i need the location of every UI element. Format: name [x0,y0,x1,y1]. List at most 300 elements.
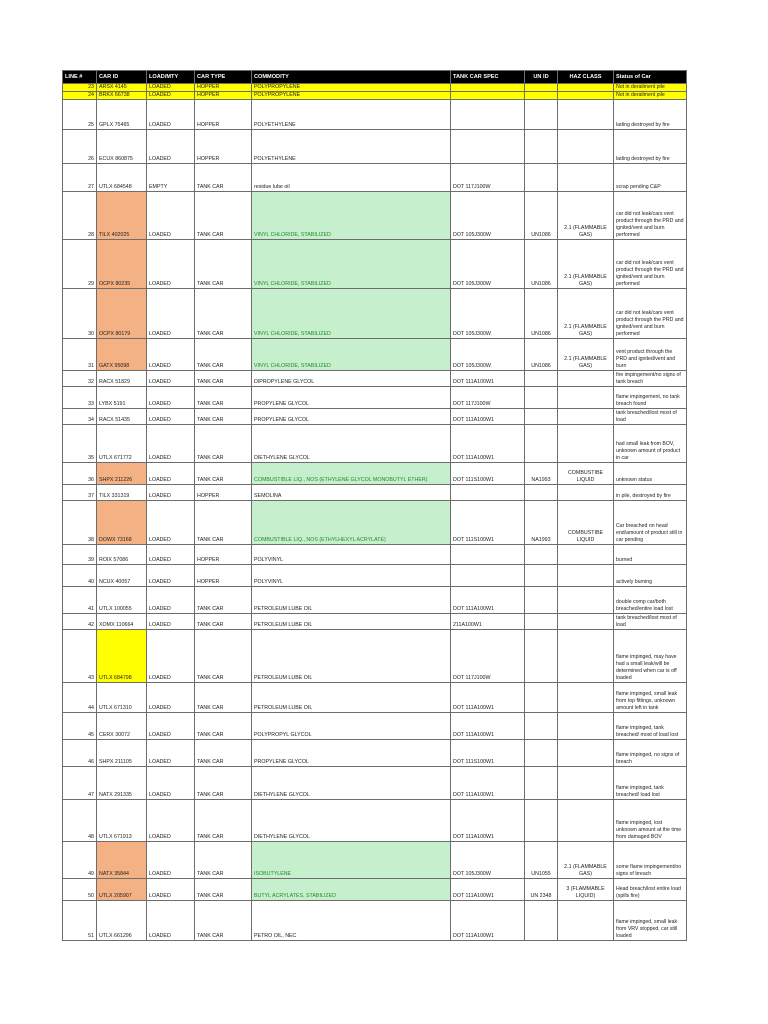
load-cell: LOADED [147,565,195,587]
table-row [63,485,687,501]
commodity-cell: DIETHYLENE GLYCOL [252,425,451,463]
car-type-cell: TANK CAR [195,387,252,409]
car-id-cell: NCUX 40057 [97,565,147,587]
car-id-cell: SHPX 211226 [97,463,147,485]
load-cell: LOADED [147,240,195,289]
haz-cell [558,683,614,713]
load-cell: LOADED [147,192,195,240]
table-row [63,614,687,630]
un-cell [525,100,558,130]
commodity-cell: residue lube oil [252,164,451,192]
un-cell: NA1993 [525,501,558,545]
car-id-cell: ECUX 860875 [97,130,147,164]
table-row [63,901,687,941]
status-cell: tank breached/lost most of load [614,614,687,630]
spec-cell [451,565,525,587]
car-type-cell: TANK CAR [195,713,252,740]
haz-cell [558,371,614,387]
table-row [63,425,687,463]
car-type-cell: TANK CAR [195,901,252,941]
line-cell: 45 [63,713,97,740]
commodity-cell: VINYL CHLORIDE, STABILIZED [252,240,451,289]
table-row [63,339,687,371]
line-cell: 34 [63,409,97,425]
car-type-cell: TANK CAR [195,192,252,240]
load-cell: LOADED [147,485,195,501]
haz-cell [558,740,614,767]
line-cell: 28 [63,192,97,240]
haz-cell [558,767,614,800]
load-cell: LOADED [147,130,195,164]
table-row [63,767,687,800]
load-cell: LOADED [147,289,195,339]
header-row [63,71,687,84]
haz-cell [558,84,614,92]
haz-cell [558,130,614,164]
load-cell: LOADED [147,630,195,683]
car-type-cell: HOPPER [195,485,252,501]
status-cell: lading destroyed by fire [614,100,687,130]
col-header-commodity: COMMODITY [252,71,451,84]
table-row [63,501,687,545]
commodity-cell: PROPYLENE GLYCOL [252,740,451,767]
haz-cell [558,614,614,630]
un-cell: UN1086 [525,339,558,371]
status-cell: lading destroyed by fire [614,130,687,164]
table-row [63,842,687,879]
car-type-cell: TANK CAR [195,339,252,371]
table-row [63,463,687,485]
load-cell: LOADED [147,371,195,387]
car-type-cell: TANK CAR [195,501,252,545]
spec-cell: DOT 105J300W [451,842,525,879]
spec-cell [451,130,525,164]
un-cell [525,614,558,630]
commodity-cell: VINYL CHLORIDE, STABILIZED [252,192,451,240]
car-type-cell: TANK CAR [195,879,252,901]
spec-cell: DOT 111A100W1 [451,800,525,842]
car-id-cell: TILX 402025 [97,192,147,240]
line-cell: 30 [63,289,97,339]
table-row [63,289,687,339]
commodity-cell: PETROLEUM LUBE OIL [252,614,451,630]
load-cell: LOADED [147,425,195,463]
car-type-cell: HOPPER [195,565,252,587]
car-type-cell: TANK CAR [195,289,252,339]
haz-cell [558,901,614,941]
commodity-cell: POLYVINYL [252,545,451,565]
status-cell: in pile, destroyed by fire [614,485,687,501]
car-id-cell: DOWX 73168 [97,501,147,545]
load-cell: LOADED [147,84,195,92]
line-cell: 39 [63,545,97,565]
line-cell: 33 [63,387,97,409]
un-cell [525,800,558,842]
line-cell: 35 [63,425,97,463]
status-cell: Not in derailment pile [614,84,687,92]
spec-cell: DOT 111A100W1 [451,713,525,740]
line-cell: 26 [63,130,97,164]
car-type-cell: HOPPER [195,84,252,92]
table-row [63,100,687,130]
car-type-cell: TANK CAR [195,614,252,630]
line-cell: 50 [63,879,97,901]
commodity-cell: POLYETHYLENE [252,100,451,130]
line-cell: 38 [63,501,97,545]
status-cell: car did not leak/cars vent product through the PRD and ignited/vent and burn performed [614,192,687,240]
commodity-cell: PROPYLENE GLYCOL [252,409,451,425]
load-cell: LOADED [147,614,195,630]
line-cell: 44 [63,683,97,713]
car-type-cell: HOPPER [195,100,252,130]
commodity-cell: COMBUSTIBLE LIQ., NOS (ETHYLHEXYL ACRYLATE) [252,501,451,545]
haz-cell [558,387,614,409]
load-cell: LOADED [147,800,195,842]
haz-cell [558,409,614,425]
un-cell [525,409,558,425]
un-cell [525,425,558,463]
line-cell: 27 [63,164,97,192]
status-cell: tank breached/lost most of load [614,409,687,425]
commodity-cell: DIETHYLENE GLYCOL [252,800,451,842]
col-header-line: LINE # [63,71,97,84]
status-cell: flame impinged, tank breached/ load lost [614,767,687,800]
commodity-cell: POLYPROPYLENE [252,92,451,100]
car-type-cell: TANK CAR [195,740,252,767]
haz-cell [558,100,614,130]
car-id-cell: LYBX 5191 [97,387,147,409]
un-cell [525,545,558,565]
haz-cell: 2.1 (FLAMMABLE GAS) [558,192,614,240]
load-cell: LOADED [147,842,195,879]
table-row [63,740,687,767]
un-cell [525,565,558,587]
line-cell: 40 [63,565,97,587]
status-cell: flame impinged, small leak from top fittings, unknown amount left in tank [614,683,687,713]
car-id-cell: UTLX 671772 [97,425,147,463]
line-cell: 46 [63,740,97,767]
spec-cell: DOT 111A100W1 [451,425,525,463]
car-type-cell: TANK CAR [195,800,252,842]
status-cell: vent product through the PRD and ignited/vent and burn [614,339,687,371]
load-cell: LOADED [147,683,195,713]
haz-cell: 2.1 (FLAMMABLE GAS) [558,289,614,339]
haz-cell: COMBUSTIBE LIQUID [558,463,614,485]
car-id-cell: ROIX 57086 [97,545,147,565]
un-cell [525,587,558,614]
load-cell: LOADED [147,879,195,901]
table-row [63,800,687,842]
un-cell [525,767,558,800]
car-id-cell: UTLX 684798 [97,630,147,683]
table-row [63,565,687,587]
un-cell: UN1086 [525,289,558,339]
spec-cell: DOT 105J300W [451,192,525,240]
spec-cell: DOT 117J100W [451,630,525,683]
spec-cell [451,84,525,92]
haz-cell: 2.1 (FLAMMABLE GAS) [558,842,614,879]
line-cell: 36 [63,463,97,485]
spec-cell: DOT 105J300W [451,289,525,339]
spec-cell: DOT 117J100W [451,387,525,409]
commodity-cell: VINYL CHLORIDE, STABILIZED [252,289,451,339]
load-cell: EMPTY [147,164,195,192]
commodity-cell: DIETHYLENE GLYCOL [252,767,451,800]
un-cell [525,713,558,740]
status-cell: double comp car/both breached/entire load lost [614,587,687,614]
load-cell: LOADED [147,100,195,130]
commodity-cell: COMBUSTIBLE LIQ., NOS (ETHYLENE GLYCOL MONOBUTYL ETHER) [252,463,451,485]
car-id-cell: GPLX 75465 [97,100,147,130]
un-cell: UN1055 [525,842,558,879]
line-cell: 32 [63,371,97,387]
car-type-cell: TANK CAR [195,630,252,683]
table-row [63,130,687,164]
un-cell [525,740,558,767]
table-row [63,84,687,92]
load-cell: LOADED [147,463,195,485]
un-cell: UN1086 [525,192,558,240]
table-row [63,630,687,683]
spec-cell: DOT 111S100W1 [451,463,525,485]
col-header-status: Status of Car [614,71,687,84]
load-cell: LOADED [147,387,195,409]
load-cell: LOADED [147,339,195,371]
haz-cell: 2.1 (FLAMMABLE GAS) [558,339,614,371]
car-id-cell: CERX 30072 [97,713,147,740]
car-id-cell: TILX 331319 [97,485,147,501]
line-cell: 25 [63,100,97,130]
status-cell: burned [614,545,687,565]
spec-cell: DOT 105J300W [451,240,525,289]
haz-cell: COMBUSTIBE LIQUID [558,501,614,545]
load-cell: LOADED [147,545,195,565]
table-row [63,387,687,409]
car-id-cell: XOMX 110664 [97,614,147,630]
un-cell [525,371,558,387]
col-header-tank-spec: TANK CAR SPEC [451,71,525,84]
car-id-cell: SHPX 211105 [97,740,147,767]
commodity-cell: SEMOLINA [252,485,451,501]
table-row [63,879,687,901]
spec-cell: DOT 111A100W1 [451,879,525,901]
un-cell: UN1086 [525,240,558,289]
un-cell [525,387,558,409]
commodity-cell: PETRO OIL, NEC [252,901,451,941]
haz-cell: 3 (FLAMMABLE LIQUID) [558,879,614,901]
line-cell: 24 [63,92,97,100]
commodity-cell: PETROLEUM LUBE OIL [252,683,451,713]
spec-cell: DOT 111A100W1 [451,409,525,425]
commodity-cell: PETROLEUM LUBE OIL [252,587,451,614]
spreadsheet [62,70,686,941]
car-type-cell: TANK CAR [195,683,252,713]
commodity-cell: POLYVINYL [252,565,451,587]
status-cell: Head breach/lost entire load (spills fire) [614,879,687,901]
un-cell [525,84,558,92]
commodity-cell: BUTYL ACRYLATES, STABILIZED [252,879,451,901]
status-cell: car did not leak/cars vent product through the PRD and ignited/vent and burn performed [614,289,687,339]
line-cell: 49 [63,842,97,879]
load-cell: LOADED [147,501,195,545]
haz-cell: 2.1 (FLAMMABLE GAS) [558,240,614,289]
car-type-cell: TANK CAR [195,371,252,387]
car-id-cell: UTLX 684548 [97,164,147,192]
car-id-cell: RACX 51435 [97,409,147,425]
col-header-un-id: UN ID [525,71,558,84]
spec-cell: DOT 117J100W [451,164,525,192]
line-cell: 51 [63,901,97,941]
car-id-cell: UTLX 671913 [97,800,147,842]
commodity-cell: ISOBUTYLENE [252,842,451,879]
line-cell: 41 [63,587,97,614]
spec-cell: DOT 111A100W1 [451,371,525,387]
status-cell: Car breached on head end/amount of product still in car pending [614,501,687,545]
haz-cell [558,630,614,683]
spec-cell [451,485,525,501]
spec-cell: DOT 111S100W1 [451,740,525,767]
car-type-cell: TANK CAR [195,240,252,289]
haz-cell [558,425,614,463]
car-id-cell: UTLX 671310 [97,683,147,713]
haz-cell [558,485,614,501]
car-id-cell: OCPX 80235 [97,240,147,289]
haz-cell [558,713,614,740]
table-row [63,587,687,614]
spec-cell: DOT 105J300W [451,339,525,371]
car-type-cell: TANK CAR [195,842,252,879]
status-cell: flame impinged, lost unknown amount at the time from damaged BOV [614,800,687,842]
status-cell: had small leak from BOV, unknown amount of product in car [614,425,687,463]
car-id-cell: ARSX 4145 [97,84,147,92]
line-cell: 42 [63,614,97,630]
status-cell: Not in derailment pile [614,92,687,100]
line-cell: 29 [63,240,97,289]
car-id-cell: NATX 291335 [97,767,147,800]
spec-cell: 211A100W1 [451,614,525,630]
un-cell: NA1993 [525,463,558,485]
status-cell: actively burning [614,565,687,587]
car-id-cell: UTLX 205907 [97,879,147,901]
col-header-car-id: CAR ID [97,71,147,84]
spec-cell: DOT 111A100W1 [451,901,525,941]
spec-cell [451,92,525,100]
car-type-cell: TANK CAR [195,425,252,463]
load-cell: LOADED [147,409,195,425]
haz-cell [558,800,614,842]
col-header-car-type: CAR TYPE [195,71,252,84]
table-row [63,92,687,100]
car-id-cell: RACX 51829 [97,371,147,387]
car-id-cell: OCPX 80179 [97,289,147,339]
status-cell: flame impinged, small leak from VRV stopped, car still loaded [614,901,687,941]
line-cell: 31 [63,339,97,371]
line-cell: 47 [63,767,97,800]
un-cell [525,164,558,192]
derailment-car-table [62,70,687,941]
load-cell: LOADED [147,92,195,100]
status-cell: flame impingement, no tank breach found [614,387,687,409]
status-cell: flame impinged, may have had a small leak/will be determined when car is off loaded [614,630,687,683]
line-cell: 48 [63,800,97,842]
un-cell [525,683,558,713]
car-type-cell: TANK CAR [195,767,252,800]
status-cell: some flame impingement/no signs of breach [614,842,687,879]
un-cell [525,130,558,164]
haz-cell [558,164,614,192]
load-cell: LOADED [147,713,195,740]
un-cell [525,901,558,941]
line-cell: 23 [63,84,97,92]
un-cell [525,485,558,501]
car-type-cell: HOPPER [195,545,252,565]
haz-cell [558,565,614,587]
table-row [63,683,687,713]
load-cell: LOADED [147,767,195,800]
commodity-cell: PROPYLENE GLYCOL [252,387,451,409]
un-cell [525,92,558,100]
haz-cell [558,92,614,100]
car-id-cell: NATX 35844 [97,842,147,879]
line-cell: 37 [63,485,97,501]
status-cell: flame impinged, tank breached/ most of load lost [614,713,687,740]
car-id-cell: UTLX 661296 [97,901,147,941]
col-header-load: LOAD/MTY [147,71,195,84]
car-type-cell: TANK CAR [195,463,252,485]
car-type-cell: HOPPER [195,130,252,164]
commodity-cell: DIPROPYLENE GLYCOL [252,371,451,387]
table-row [63,713,687,740]
table-row [63,192,687,240]
car-id-cell: BRKX 66738 [97,92,147,100]
haz-cell [558,545,614,565]
col-header-haz-class: HAZ CLASS [558,71,614,84]
un-cell: UN 2348 [525,879,558,901]
spec-cell: DOT 111A100W1 [451,767,525,800]
haz-cell [558,587,614,614]
car-type-cell: HOPPER [195,92,252,100]
commodity-cell: PETROLEUM LUBE OIL [252,630,451,683]
car-id-cell: UTLX 100055 [97,587,147,614]
table-row [63,371,687,387]
table-row [63,545,687,565]
commodity-cell: POLYPROPYLENE [252,84,451,92]
load-cell: LOADED [147,740,195,767]
status-cell: car did not leak/cars vent product through the PRD and ignited/vent and burn performed [614,240,687,289]
status-cell: unknown status [614,463,687,485]
load-cell: LOADED [147,901,195,941]
status-cell: fire impingement/no signs of tank breach [614,371,687,387]
status-cell: scrap pending C&P [614,164,687,192]
car-type-cell: TANK CAR [195,409,252,425]
spec-cell [451,100,525,130]
spec-cell: DOT 111A100W1 [451,683,525,713]
commodity-cell: POLYPROPYL GLYCOL [252,713,451,740]
load-cell: LOADED [147,587,195,614]
table-row [63,409,687,425]
commodity-cell: POLYETHYLENE [252,130,451,164]
spec-cell: DOT 111A100W1 [451,587,525,614]
line-cell: 43 [63,630,97,683]
car-type-cell: TANK CAR [195,587,252,614]
commodity-cell: VINYL CHLORIDE, STABILIZED [252,339,451,371]
status-cell: flame impinged, no signs of breach [614,740,687,767]
spec-cell [451,545,525,565]
un-cell [525,630,558,683]
table-row [63,240,687,289]
car-type-cell: TANK CAR [195,164,252,192]
spec-cell: DOT 111S100W1 [451,501,525,545]
